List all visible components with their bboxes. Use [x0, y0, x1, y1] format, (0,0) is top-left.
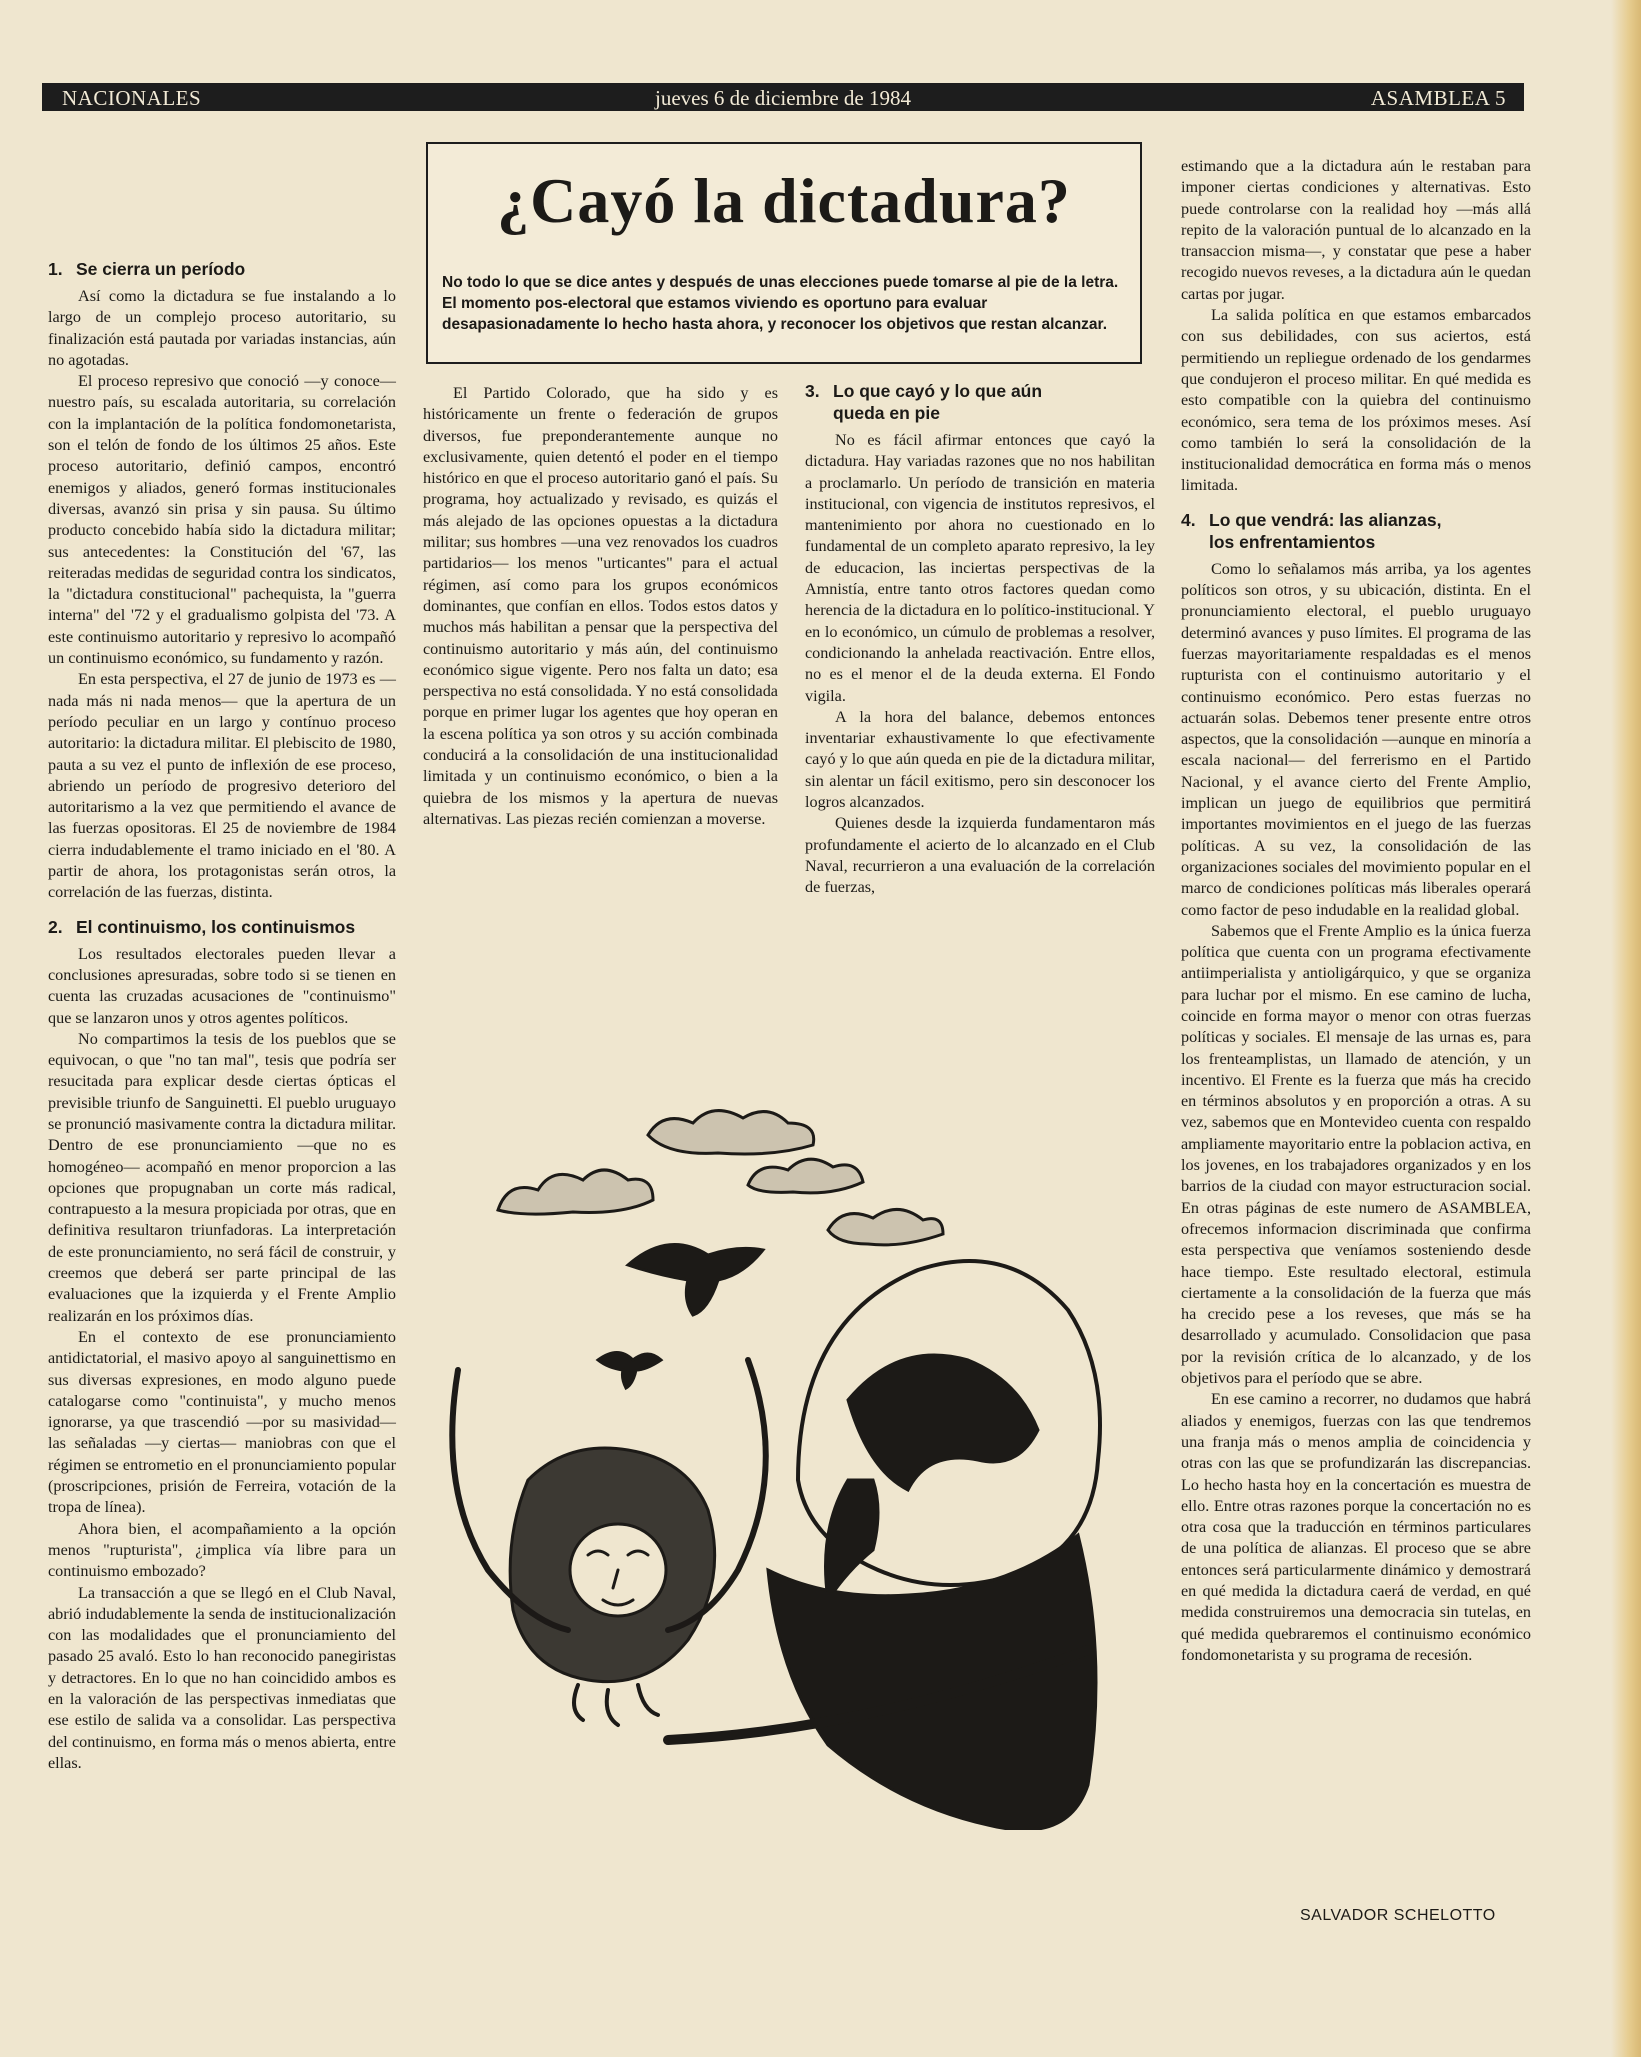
- paragraph: El Partido Colorado, que ha sido y es históricamente un frente o federación de grupos diversos, fue preponderantemente aunque no exclusivamente, quien detentó el poder en el tiempo histórico en que el proceso autoritario ganó el país. Su programa, hoy actualizado y revisado, es quizás el más alejado de las opciones opuestas a la dictadura militar; sus hombres —una vez renovados los cuadros partidarios— los menos "urticantes" para el actual régimen, así como para los grupos económicos dominantes, que confían en ellos. Todos estos datos y muchos más habilitan a pensar que la perspectiva del continuismo autoritario y más aún, del continuismo económico sigue vigente. Pero nos falta un dato; esa perspectiva no está consolidada. Y no está consolidada porque en primer lugar los agentes que hoy operan en la escena política ya son otros y su acción combinada conducirá a la consolidación de una institucionalidad limitada y un continuismo económico, o bien a la quiebra de los mismos y la apertura de nuevas alternativas. Las piezas recién comienzan a moverse.: [423, 384, 778, 828]
- section-label: NACIONALES: [62, 86, 202, 110]
- small-vulture-talons: [574, 1685, 658, 1725]
- section-number: 1.: [48, 259, 63, 279]
- section-title: Lo que cayó y lo que aún: [833, 381, 1043, 401]
- paragraph: estimando que a la dictadura aún le restaban para imponer ciertas condiciones y alternativas. Esto puede controlarse con la realidad hoy —más allá repito de la valoración puntual de lo alcanzado en la transaccion misma—, y constatar que pese a haber recogido nuevos reveses, a la dictadura aún le quedan cartas por jugar.: [1181, 157, 1531, 303]
- section-title: Se cierra un período: [76, 259, 246, 279]
- page-header-bar: [42, 83, 1524, 111]
- section-heading: [48, 916, 396, 938]
- paragraph: En el contexto de ese pronunciamiento antidictatorial, el masivo apoyo al sanguinettismo en sus diversas expresiones, en modo alguno puede catalogarse como "continuista", y mucho menos ignorarse, ya que trascendió —por su masividad— las señaladas —y ciertas— maniobras con que el régimen se entrometio en el pronunciamiento popular (proscripciones, prisión de Ferreira, votación de la tropa de línea).: [48, 1327, 396, 1517]
- section-title: Lo que vendrá: las alianzas,: [1209, 509, 1442, 530]
- paragraph: Quienes desde la izquierda fundamentaron más profundamente el acierto de lo alcanzado en el Club Naval, recurrieron a una evaluación de la correlación de fuerzas,: [805, 814, 1155, 897]
- paragraph: Así como la dictadura se fue instalando a lo largo de un complejo proceso autoritario, su finalización está pautada por variadas instancias, aún no agotadas.: [48, 287, 396, 369]
- paragraph: Sabemos que el Frente Amplio es la única fuerza política que cuenta con un programa efectivamente antiimperialista y antioligárquico, y que se organiza para luchar por el mismo. En ese camino de lucha, coincide en forma mayor o menor con otras fuerzas políticas y sociales. El mensaje de las urnas es, para los frenteamplistas, un llamado de atención, y un incentivo. El Frente es la fuerza que más ha crecido en términos absolutos y en proporción a otras. A su vez, sabemos que en Montevideo cuenta con respaldo ampliamente mayoritario entre la poblacion activa, en los jovenes, en los trabajadores organizados y en los barrios de la ciudad con mayor estructuracion social. En otras páginas de este numero de ASAMBLEA, ofrecemos informacion discriminada que confirma esta perspectiva que veníamos sosteniendo desde hace tiempo. Este resultado electoral, estimula ciertamente a la consolidación de la fuerza que más ha crecido pese a los reveses, que más se ha desarrollado y acumulado. Consolidacion que pasa por la revisión crítica de lo alcanzado, y de los objetivos para el período que se abre.: [1181, 921, 1531, 1388]
- cloud-shape: [828, 1209, 943, 1244]
- cloud-shape: [748, 1159, 863, 1193]
- paragraph: Ahora bien, el acompañamiento a la opción menos "rupturista", ¿implica vía libre para un continuismo embozado?: [48, 1519, 396, 1581]
- paragraph: No compartimos la tesis de los pueblos que se equivocan, o que "no tan mal", tesis que podría ser resucitada para explicar desde ciertas ópticas el previsible triunfo de Sanguinetti. El pueblo uruguayo se pronunció masivamente contra la dictadura militar. Dentro de ese pronunciamiento —que no es homogéneo— acompañó en menor proporcion a las opciones que propugnaban un corte más radical, contrapuesto a la mesura propiciada por otras, que en definitiva resultaron triunfadoras. La interpretación de este pronunciamiento, no será fácil de construir, y creemos que deberá ser parte principal de las evaluaciones que la izquierda y el Frente Amplio realizarán en los próximos días.: [48, 1029, 396, 1325]
- section-heading: [805, 380, 1155, 424]
- article-headline: ¿Cayó la dictadura?: [497, 165, 1071, 236]
- article-column-1: [48, 246, 396, 1774]
- article-column-4: [1181, 156, 1531, 1666]
- issue-date: jueves 6 de diciembre de 1984: [655, 86, 911, 110]
- article-column-2: [423, 383, 778, 830]
- flying-vulture-shape: [598, 1353, 661, 1389]
- vulture-cartoon-illustration: [418, 1100, 1178, 1830]
- paragraph: El proceso represivo que conoció —y conoce— nuestro país, su escalada autoritaria, su correlación con la implantación de la política fondomonetarista, son el telón de fondo de los últimos 25 años. Este proceso autoritario, definió campos, encontró enemigos y aliados, generó formas institucionales diversas, avanzó sin prisa y sin pausa. Su último producto concebido había sido la dictadura militar; sus antecedentes: la Constitución del '67, las reiteradas medidas de seguridad contra los sindicatos, la "dictadura constitucional" pachequista, la "guerra interna" del '72 y el gradualismo golpista del '73. A este continuismo autoritario y represivo lo acompañó un continuismo económico, su fundamento y razón.: [48, 372, 396, 668]
- paragraph: En esta perspectiva, el 27 de junio de 1973 es —nada más ni nada menos— que la apertura de un período peculiar en un largo y contínuo proceso autoritario: la dictadura militar. El plebiscito de 1980, pauta a su vez el punto de inflexión de ese proceso, abriendo un período de progresivo deterioro del autoritarismo a la vez que permitiendo el avance de las fuerzas opositoras. El 25 de noviembre de 1984 cierra indudablemente el tramo iniciado en el '80. A partir de ahora, los protagonistas serán otros, la correlación de las fuerzas, distinta.: [48, 670, 396, 902]
- page-number-label: ASAMBLEA 5: [1370, 86, 1506, 110]
- flying-vulture-shape: [628, 1245, 763, 1315]
- paragraph: La salida política en que estamos embarcados con sus debilidades, con sus aciertos, está permitiendo un repliegue ordenado de los gendarmes que condujeron el proceso militar. En qué medida es esto compatible con la quiebra del continuismo económico, sera tema de los próximos meses. Así como también lo será la consolidación de la institucionalidad democrática en forma más o menos limitada.: [1181, 306, 1531, 495]
- headline-box: [426, 142, 1142, 364]
- paragraph: A la hora del balance, debemos entonces inventariar exhaustivamente lo que efectivamente cayó y lo que aún queda en pie de la dictadura militar, sin alentar un fácil exitismo, pero sin desconocer los logros alcanzados.: [805, 707, 1155, 812]
- section-title-line2: los enfrentamientos: [1209, 531, 1376, 552]
- paper-edge: [1611, 0, 1641, 2057]
- paragraph: No es fácil afirmar entonces que cayó la dictadura. Hay variadas razones que no nos habilitan a proclamarlo. Un período de transición en materia institucional, con vigencia de institutos represivos, el mantenimiento por ahora no cuestionado en lo fundamental de un completo aparato represivo, la ley de educacion, las inciertas perspectivas de la Amnistía, entre tanto otros factores quedan como herencia de la dictadura en lo político-institucional. Y en lo económico, un cúmulo de problemas a resolver, condicionando la anhelada reactivación. Entre ellos, no es el menor el de la deuda externa. El Fondo vigila.: [805, 431, 1155, 705]
- section-title-line2: queda en pie: [833, 403, 940, 423]
- cloud-shape: [498, 1170, 653, 1214]
- section-number: 2.: [48, 916, 63, 937]
- paragraph: La transacción a que se llegó en el Club Naval, abrió indudablemente la senda de institucionalización con las modalidades que el pronunciamiento del pasado 25 avaló. Esto lo han reconocido panegiristas y detractores. En lo que no han coincidido ambos es en la valoración de las perspectivas inmediatas que ese estilo de salida va a consolidar. Las perspectiva del continuismo, en forma más o menos abierta, entre ellas.: [48, 1583, 396, 1772]
- paragraph: En ese camino a recorrer, no dudamos que habrá aliados y enemigos, fuerzas con las que tendremos una franja más o menos amplia de coincidencia y otras con las que se profundizarán las discrepancias. Lo hecho hasta hoy en la concertación es muestra de ello. Entre otras razones porque la concertación no es otra cosa que la traducción en términos particulares de una política de alianzas. El proceso que se abre entonces será particularmente dinámico y demostrará en qué medida la dictadura caerá de verdad, en qué medida construiremos una democracia sin tutelas, en qué medida quebraremos el continuismo económico fondomonetarista y su programa de recesión.: [1181, 1390, 1531, 1664]
- section-heading: [48, 258, 396, 280]
- section-number: 4.: [1181, 509, 1196, 530]
- article-dek: No todo lo que se dice antes y después de unas elecciones puede tomarse al pie de la letra. El momento pos-electoral que estamos viviendo es oportuno para evaluar desapasionadamente lo hecho hasta ahora, y reconocer los objetivos que restan alcanzar.: [442, 274, 1119, 333]
- cloud-shape: [648, 1111, 814, 1154]
- article-column-3: [805, 380, 1155, 899]
- paragraph: Los resultados electorales pueden llevar a conclusiones apresuradas, sobre todo si se tienen en cuenta las cruzadas acusaciones de "continuismo" que se lanzaron unos y otros agentes políticos.: [48, 944, 396, 1027]
- article-byline: SALVADOR SCHELOTTO: [1300, 1907, 1496, 1924]
- paragraph: Como lo señalamos más arriba, ya los agentes políticos son otros, y su ubicación, distinta. En el pronunciamiento electoral, el pueblo uruguayo determinó avances y puso límites. El programa de las fuerzas mayoritariamente respaldadas es el menos rupturista con el continuismo autoritario y el continuismo económico. Pero estas fuerzas no actuarán solas. Debemos tener presente entre otros aspectos, que la consolidación —aunque en minoría a escala nacional— del ferrerismo en el Partido Nacional, y el avance cierto del Frente Amplio, implican un juego de equilibrios que permitirá importantes movimientos en el juego de las fuerzas políticas. A su vez, la consolidación de las organizaciones sociales del movimiento popular en el marco de condiciones políticas más liberales operará como factor de peso indudable en la realidad global.: [1181, 559, 1531, 919]
- section-title: El continuismo, los continuismos: [76, 916, 356, 937]
- section-heading: [1181, 509, 1531, 553]
- section-number: 3.: [805, 381, 820, 401]
